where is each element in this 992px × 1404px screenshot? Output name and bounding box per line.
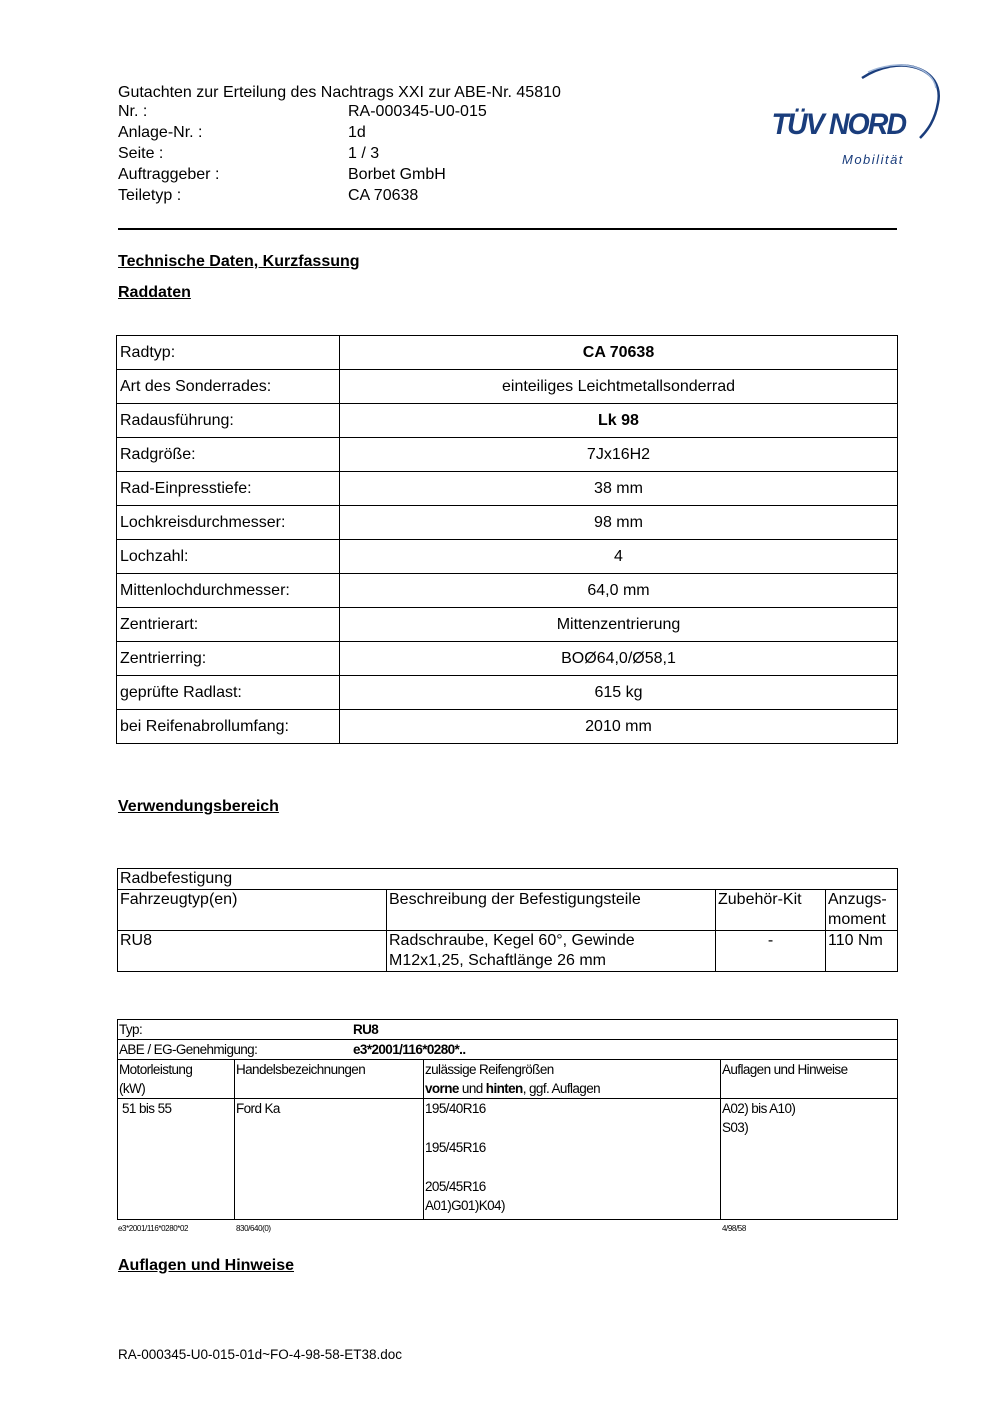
header-value-seite: 1 / 3 [348,145,380,162]
header-value-anlage: 1d [348,124,366,141]
row-motorleistung: 51 bis 55 [118,1099,235,1220]
header-anzugsmoment: Anzugs- moment [826,890,898,931]
raddaten-row [117,608,898,642]
typ-label: Typ: [119,1022,143,1037]
typ-row [118,1020,898,1040]
raddaten-value: 98 mm [340,506,898,540]
document-title: Gutachten zur Erteilung des Nachtrags XXI zur ABE-Nr. 45810 [118,84,561,101]
header-divider [118,228,897,230]
header-beschreibung: Beschreibung der Befestigungsteile [387,890,716,931]
header-motorleistung: Motorleistung (kW) [118,1060,235,1099]
header-zubehoer-kit: Zubehör-Kit [716,890,826,931]
raddaten-value: 615 kg [340,676,898,710]
raddaten-row [117,574,898,608]
raddaten-value: 38 mm [340,472,898,506]
footnote-genehmigung: e3*2001/116*0280*02 [118,1224,189,1233]
raddaten-row [117,472,898,506]
raddaten-label: Zentrierring: [117,642,340,676]
raddaten-value: 2010 mm [340,710,898,744]
raddaten-label: Lochzahl: [117,540,340,574]
typ-value: RU8 [353,1022,379,1037]
raddaten-label: Rad-Einpresstiefe: [117,472,340,506]
raddaten-row [117,336,898,370]
raddaten-row [117,540,898,574]
radbefestigung-title: Radbefestigung [118,869,898,890]
header-auflagen: Auflagen und Hinweise [721,1060,898,1099]
raddaten-value: 64,0 mm [340,574,898,608]
header-value-auftraggeber: Borbet GmbH [348,166,446,183]
header-value-nr: RA-000345-U0-015 [348,103,487,120]
abe-row [118,1040,898,1060]
raddaten-label: Zentrierart: [117,608,340,642]
radbefestigung-table [117,868,898,972]
row-anzugsmoment: 110 Nm [826,931,898,972]
raddaten-label: Radtyp: [117,336,340,370]
raddaten-value: Lk 98 [340,404,898,438]
row-auflagen: A02) bis A10) S03) [721,1099,898,1220]
raddaten-value: 4 [340,540,898,574]
raddaten-value: 7Jx16H2 [340,438,898,472]
row-beschreibung: Radschraube, Kegel 60°, Gewinde M12x1,25, Schaftlänge 26 mm [387,931,716,972]
row-reifengroessen: 195/40R16 195/45R16 205/45R16 A01)G01)K04) [424,1099,721,1220]
raddaten-row [117,676,898,710]
footer-filename: RA-000345-U0-015-01d~FO-4-98-58-ET38.doc [118,1347,403,1362]
header-label-seite: Seite : [118,145,164,162]
header-label-teiletyp: Teiletyp : [118,187,182,204]
section-raddaten: Raddaten [118,284,191,301]
header-label-anlage: Anlage-Nr. : [118,124,203,141]
logo-brand: TÜV NORD [771,108,906,141]
section-technische-daten: Technische Daten, Kurzfassung [118,253,360,270]
abe-value: e3*2001/116*0280*.. [353,1042,466,1057]
raddaten-value: BOØ64,0/Ø58,1 [340,642,898,676]
raddaten-value: CA 70638 [340,336,898,370]
raddaten-value: Mittenzentrierung [340,608,898,642]
raddaten-label: geprüfte Radlast: [117,676,340,710]
tuev-nord-logo [760,58,945,173]
raddaten-label: Radausführung: [117,404,340,438]
section-auflagen: Auflagen und Hinweise [118,1257,295,1274]
raddaten-label: Lochkreisdurchmesser: [117,506,340,540]
logo-subtitle: Mobilität [842,152,904,167]
footnote-code: 830/640(0) [236,1224,271,1233]
raddaten-row [117,370,898,404]
raddaten-row [117,506,898,540]
row-handelsbezeichnung: Ford Ka [235,1099,424,1220]
raddaten-label: bei Reifenabrollumfang: [117,710,340,744]
row-fahrzeugtyp: RU8 [118,931,387,972]
section-verwendungsbereich: Verwendungsbereich [118,798,279,815]
header-label-nr: Nr. : [118,103,148,120]
raddaten-row [117,404,898,438]
raddaten-label: Mittenlochdurchmesser: [117,574,340,608]
header-handelsbezeichnungen: Handelsbezeichnungen [235,1060,424,1099]
row-zubehoer-kit: - [716,931,826,972]
header-label-auftraggeber: Auftraggeber : [118,166,220,183]
raddaten-label: Radgröße: [117,438,340,472]
raddaten-value: einteiliges Leichtmetallsonderrad [340,370,898,404]
raddaten-table [116,335,898,744]
typ-table [117,1019,898,1220]
raddaten-row [117,710,898,744]
raddaten-label: Art des Sonderrades: [117,370,340,404]
header-value-teiletyp: CA 70638 [348,187,419,204]
abe-label: ABE / EG-Genehmigung: [119,1042,258,1057]
header-reifengroessen: zulässige Reifengrößen vorne und hinten, ggf. Auflagen [424,1060,721,1099]
raddaten-row [117,642,898,676]
header-fahrzeugtyp: Fahrzeugtyp(en) [118,890,387,931]
footnote-lk: 4/98/58 [722,1224,746,1233]
raddaten-row [117,438,898,472]
